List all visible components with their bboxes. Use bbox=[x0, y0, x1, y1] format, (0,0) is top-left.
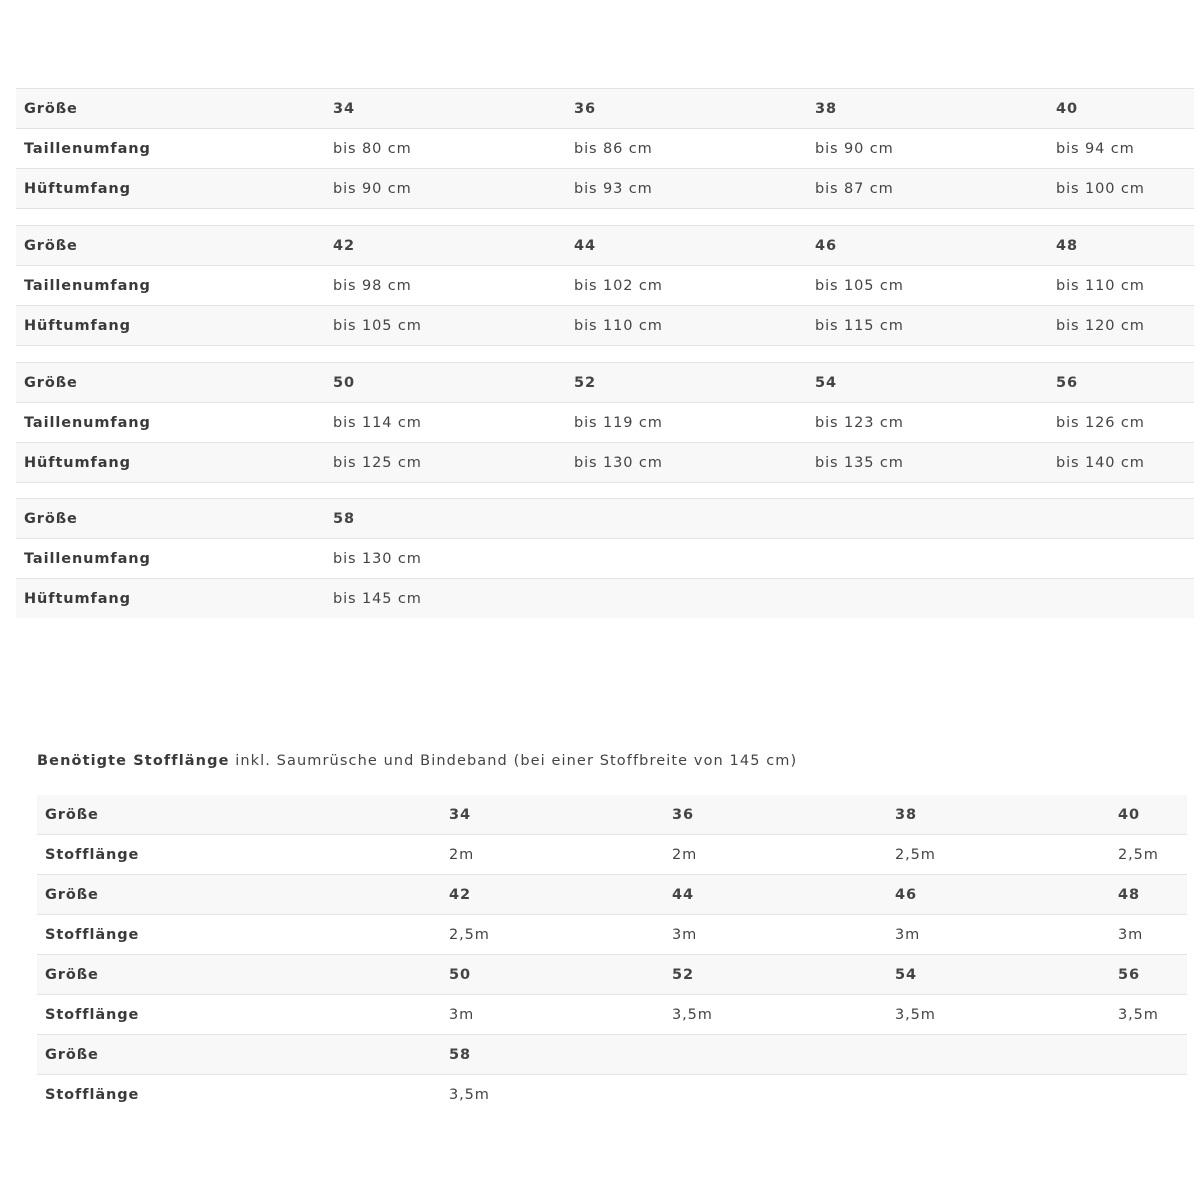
size-value: 58 bbox=[325, 499, 566, 539]
hip-value: bis 90 cm bbox=[325, 169, 566, 209]
waist-label: Taillenumfang bbox=[16, 403, 325, 443]
hip-value: bis 87 cm bbox=[807, 169, 1048, 209]
size-value: 50 bbox=[325, 363, 566, 403]
table-row bbox=[16, 226, 1194, 266]
table-row bbox=[37, 955, 1187, 995]
fabric-note-title: Benötigte Stofflänge bbox=[37, 753, 230, 769]
table-row bbox=[37, 1075, 1187, 1115]
waist-value bbox=[807, 539, 1048, 579]
waist-value bbox=[1048, 539, 1194, 579]
size-value: 54 bbox=[887, 955, 1110, 995]
size-value: 56 bbox=[1110, 955, 1187, 995]
size-value: 42 bbox=[325, 226, 566, 266]
fabric-length-value: 2,5m bbox=[887, 835, 1110, 875]
fabric-length-value bbox=[664, 1075, 887, 1115]
fabric-length-value: 3,5m bbox=[887, 995, 1110, 1035]
waist-value: bis 130 cm bbox=[325, 539, 566, 579]
size-label: Größe bbox=[16, 89, 325, 129]
waist-value: bis 90 cm bbox=[807, 129, 1048, 169]
table-row bbox=[16, 403, 1194, 443]
size-value: 44 bbox=[566, 226, 807, 266]
size-value: 48 bbox=[1048, 226, 1194, 266]
size-label: Größe bbox=[16, 499, 325, 539]
fabric-length-value bbox=[887, 1075, 1110, 1115]
size-value bbox=[887, 1035, 1110, 1075]
table-row bbox=[16, 306, 1194, 346]
size-value: 38 bbox=[807, 89, 1048, 129]
fabric-note-text: inkl. Saumrüsche und Bindeband (bei einer Stoffbreite von 145 cm) bbox=[229, 753, 798, 769]
waist-value: bis 110 cm bbox=[1048, 266, 1194, 306]
size-value bbox=[566, 499, 807, 539]
fabric-length-value: 3m bbox=[1110, 915, 1187, 955]
size-value bbox=[807, 499, 1048, 539]
table-row bbox=[37, 835, 1187, 875]
table-row bbox=[16, 443, 1194, 483]
size-value: 42 bbox=[441, 875, 664, 915]
fabric-length-value: 3m bbox=[887, 915, 1110, 955]
hip-label: Hüftumfang bbox=[16, 306, 325, 346]
fabric-length-value: 2,5m bbox=[441, 915, 664, 955]
table-row bbox=[37, 795, 1187, 835]
hip-value: bis 110 cm bbox=[566, 306, 807, 346]
fabric-length-label: Stofflänge bbox=[37, 835, 441, 875]
size-value: 48 bbox=[1110, 875, 1187, 915]
size-value: 50 bbox=[441, 955, 664, 995]
waist-value: bis 86 cm bbox=[566, 129, 807, 169]
size-label: Größe bbox=[16, 363, 325, 403]
fabric-length-label: Stofflänge bbox=[37, 915, 441, 955]
waist-value: bis 114 cm bbox=[325, 403, 566, 443]
fabric-length-value: 2,5m bbox=[1110, 835, 1187, 875]
fabric-length-label: Stofflänge bbox=[37, 1075, 441, 1115]
hip-label: Hüftumfang bbox=[16, 579, 325, 619]
fabric-length-value: 3,5m bbox=[1110, 995, 1187, 1035]
fabric-length-label: Stofflänge bbox=[37, 995, 441, 1035]
hip-value: bis 145 cm bbox=[325, 579, 566, 619]
size-value: 40 bbox=[1110, 795, 1187, 835]
hip-value: bis 140 cm bbox=[1048, 443, 1194, 483]
size-value: 58 bbox=[441, 1035, 664, 1075]
table-row bbox=[37, 915, 1187, 955]
table-row bbox=[37, 1035, 1187, 1075]
size-table-2 bbox=[16, 225, 1194, 346]
fabric-length-value: 3m bbox=[664, 915, 887, 955]
table-row bbox=[37, 995, 1187, 1035]
hip-value: bis 93 cm bbox=[566, 169, 807, 209]
size-table-1 bbox=[16, 88, 1194, 209]
size-value bbox=[1110, 1035, 1187, 1075]
size-label: Größe bbox=[16, 226, 325, 266]
waist-value: bis 126 cm bbox=[1048, 403, 1194, 443]
size-value: 36 bbox=[566, 89, 807, 129]
waist-label: Taillenumfang bbox=[16, 539, 325, 579]
size-label: Größe bbox=[37, 1035, 441, 1075]
table-row bbox=[16, 499, 1194, 539]
size-value: 40 bbox=[1048, 89, 1194, 129]
table-row bbox=[16, 363, 1194, 403]
hip-value: bis 115 cm bbox=[807, 306, 1048, 346]
table-row bbox=[16, 169, 1194, 209]
waist-value: bis 102 cm bbox=[566, 266, 807, 306]
hip-label: Hüftumfang bbox=[16, 169, 325, 209]
waist-value: bis 105 cm bbox=[807, 266, 1048, 306]
waist-label: Taillenumfang bbox=[16, 266, 325, 306]
waist-label: Taillenumfang bbox=[16, 129, 325, 169]
hip-value: bis 120 cm bbox=[1048, 306, 1194, 346]
size-value: 44 bbox=[664, 875, 887, 915]
hip-label: Hüftumfang bbox=[16, 443, 325, 483]
table-row bbox=[16, 539, 1194, 579]
hip-value: bis 130 cm bbox=[566, 443, 807, 483]
hip-value bbox=[807, 579, 1048, 619]
size-value bbox=[1048, 499, 1194, 539]
size-value: 34 bbox=[325, 89, 566, 129]
hip-value: bis 135 cm bbox=[807, 443, 1048, 483]
size-value: 52 bbox=[664, 955, 887, 995]
waist-value: bis 94 cm bbox=[1048, 129, 1194, 169]
table-row bbox=[16, 266, 1194, 306]
size-value: 36 bbox=[664, 795, 887, 835]
size-value: 54 bbox=[807, 363, 1048, 403]
table-row bbox=[16, 89, 1194, 129]
fabric-length-value: 2m bbox=[664, 835, 887, 875]
size-value: 52 bbox=[566, 363, 807, 403]
size-table-4 bbox=[16, 498, 1194, 618]
fabric-length-value bbox=[1110, 1075, 1187, 1115]
size-value: 46 bbox=[887, 875, 1110, 915]
fabric-length-value: 2m bbox=[441, 835, 664, 875]
hip-value bbox=[1048, 579, 1194, 619]
size-value: 38 bbox=[887, 795, 1110, 835]
hip-value: bis 125 cm bbox=[325, 443, 566, 483]
fabric-note bbox=[37, 753, 797, 769]
fabric-length-value: 3m bbox=[441, 995, 664, 1035]
waist-value: bis 80 cm bbox=[325, 129, 566, 169]
size-value: 34 bbox=[441, 795, 664, 835]
waist-value: bis 119 cm bbox=[566, 403, 807, 443]
fabric-length-value: 3,5m bbox=[664, 995, 887, 1035]
fabric-table bbox=[37, 795, 1187, 1114]
hip-value: bis 105 cm bbox=[325, 306, 566, 346]
size-value: 56 bbox=[1048, 363, 1194, 403]
waist-value: bis 98 cm bbox=[325, 266, 566, 306]
size-value: 46 bbox=[807, 226, 1048, 266]
hip-value: bis 100 cm bbox=[1048, 169, 1194, 209]
size-label: Größe bbox=[37, 795, 441, 835]
size-value bbox=[664, 1035, 887, 1075]
hip-value bbox=[566, 579, 807, 619]
size-label: Größe bbox=[37, 875, 441, 915]
table-row bbox=[16, 129, 1194, 169]
fabric-length-value: 3,5m bbox=[441, 1075, 664, 1115]
waist-value: bis 123 cm bbox=[807, 403, 1048, 443]
size-table-3 bbox=[16, 362, 1194, 483]
table-row bbox=[16, 579, 1194, 619]
table-row bbox=[37, 875, 1187, 915]
size-label: Größe bbox=[37, 955, 441, 995]
waist-value bbox=[566, 539, 807, 579]
